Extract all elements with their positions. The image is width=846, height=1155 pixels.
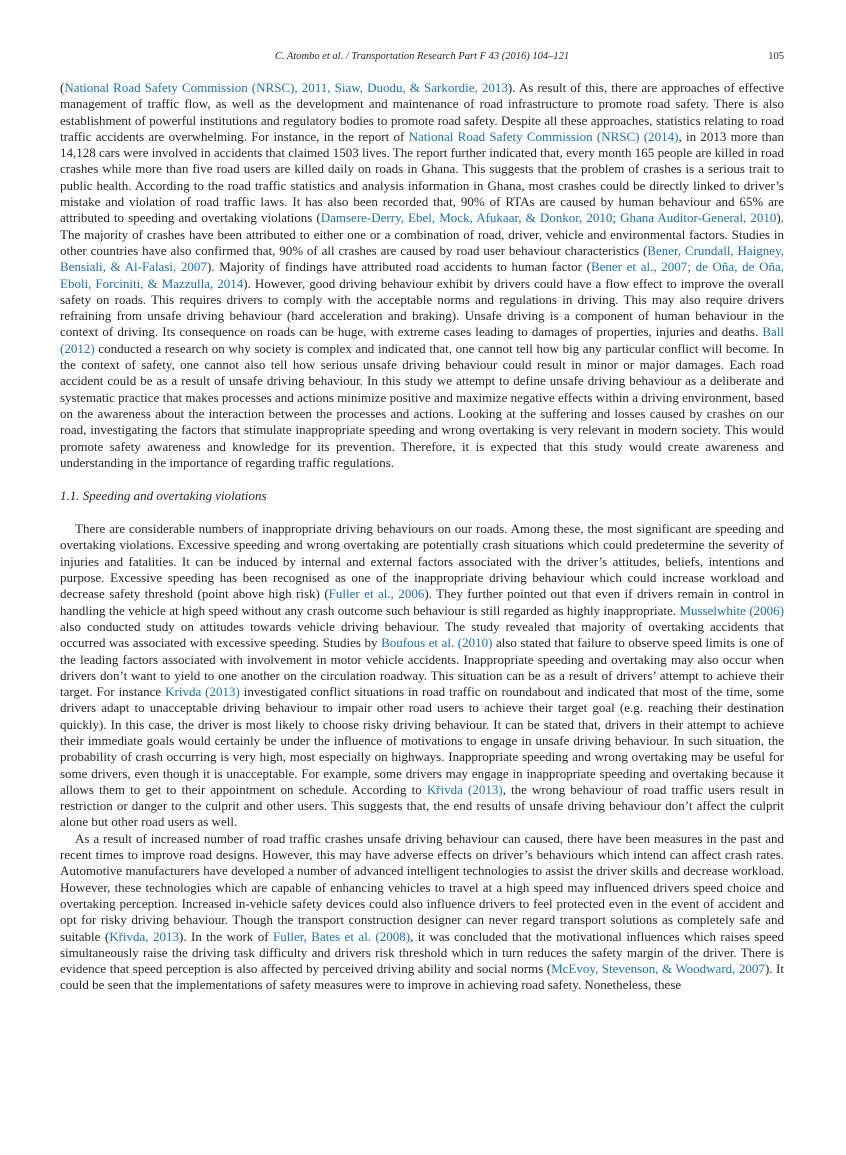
citation-link[interactable]: Krivda (2013) [165,684,240,700]
paragraph-text: ). The majority of crashes have been attributed to either one or a combination of road, driver, vehicle and environmental factors. Studies in other countries have also confirmed that, 90% of all crashes are caused by road user behaviour characteristics ( [60,210,785,258]
citation-link[interactable]: Fuller, Bates et al. (2008) [273,928,411,944]
page-number: 105 [768,51,784,62]
citation-link[interactable]: Křivda (2013) [426,781,503,797]
article-body [60,80,784,994]
citation-link[interactable]: Ball (2012) [60,324,784,356]
citation-link[interactable]: Damsere-Derry, Ebel, Mock, Afukaar, & Donkor, 2010; Ghana Auditor-General, 2010 [320,210,777,226]
citation-link[interactable]: Bener, Crundall, Haigney, Bensiali, & Al-Falasi, 2007 [60,242,784,275]
citation-link[interactable]: McEvoy, Stevenson, & Woodward, 2007 [551,961,765,977]
citation-link[interactable]: National Road Safety Commission (NRSC) (2014) [408,128,679,144]
citation-link[interactable]: Bener et al., 2007; de Oña, de Oña, Eboli, Forciniti, & Mazzulla, 2014 [60,259,784,291]
section-heading [60,488,784,504]
paragraph-text: also stated that failure to observe speed limits is one of the leading factors associated with involvement in motor vehicle accidents. Inappropriate speeding and overtaking may also occur when drivers don’t want to yield to one another on the circulation roadway. This situation can be as a result of drivers’ attempt to achieve their target. For instance [60,635,784,700]
body-paragraph [60,521,784,831]
paragraph-text: , it was concluded that the motivational influences which raises speed simultaneously raise the driving task difficulty and drivers risk threshold which in turn reduces the safety margin of the driver. There is evidence that speed perception is also affected by perceived driving ability and social norms ( [60,928,785,977]
paragraph-text: ). However, good driving behaviour exhibit by drivers could have a flow effect to improve the overall safety on roads. This requires drivers to comply with the acceptable norms and regulations in driving. This may also require drivers refraining from unsafe driving behaviour (hard acceleration and braking). Unsafe driving is a component of human behaviour in the context of driving. Its consequence on roads can be huge, with extreme cases leading to damages of properties, injuries and deaths. [60,275,785,340]
citation-link[interactable]: Musselwhite (2006) [679,602,784,618]
paragraph-text: ). It could be seen that the implementations of safety measures were to improve in achieving road safety. Nonetheless, these [60,961,784,993]
citation-link[interactable]: Boufous et al. (2010) [381,635,493,651]
section-title: Speeding and overtaking violations [82,488,267,504]
journal-citation: C. Atombo et al. / Transportation Research Part F 43 (2016) 104–121 [274,51,570,62]
paragraph-text: , the wrong behaviour of road traffic users result in restriction or danger to the culprit and other users. This suggests that, the end results of unsafe driving behaviour don’t affect the culprit alone but other road users as well. [60,781,784,830]
running-head [60,48,784,66]
paragraph-text: ). In the work of [179,928,274,944]
citation-link[interactable]: Křivda, 2013 [109,928,179,944]
body-paragraph [60,80,784,471]
paragraph-text: conducted a research on why society is complex and indicated that, one cannot tell how big any particular conflict will become. In the context of safety, one cannot also tell how serious unsafe driving behaviour could result in minor or major damages. Each road accident could be as a result of unsafe driving behaviour. In this study we attempt to define unsafe driving behaviour as a deliberate and systematic practice that makes processes and actions minimize positive and maximize negative effects within a driving environment, based on the awareness about the interaction between the processes and actions. Looking at the suffering and losses caused by crashes on our road, investigating the factors that stimulate inappropriate speeding and wrong overtaking is very relevant in modern society. This would promote safety awareness and knowledge for its prevention. Therefore, it is expected that this study would create awareness and understanding in the importance of regarding traffic regulations. [60,340,784,470]
body-paragraph [60,831,784,994]
paragraph-text: , in 2013 more than 14,128 cars were involved in accidents that claimed 1503 lives. The report further indicated that, every month 165 people are killed in road crashes while more than five road users are killed daily on roads in Ghana. This suggests that the problem of crashes is a serious trait to public health. According to the road traffic statistics and analysis information in Ghana, most crashes could be directly linked to driver’s mistake and violation of road traffic laws. It has also been recorded that, 90% of RTAs are caused by human behaviour and 65% are attributed to speeding and overtaking violations ( [60,128,784,226]
paragraph-text: ( [60,80,65,95]
paragraph-text: ). Majority of findings have attributed road accidents to human factor ( [206,259,591,275]
paragraph-text: also conducted study on attitudes towards vehicle driving behaviour. The study revealed that majority of overtaking accidents that occurred was associated with excessive speeding. Studies by [60,618,784,651]
paragraph-text: ). They further pointed out that even if drivers remain in control in handling the vehicle at high speed without any crash outcome such behaviour is still regarded as highly inappropriate. [60,586,784,618]
paragraph-text: There are considerable numbers of inappropriate driving behaviours on our roads. Among these, the most significant are speeding and overtaking violations. Excessive speeding and wrong overtaking are potentially crash situations which could predetermine the severity of injuries and fatalities. It can be induced by internal and external factors associated with the driver’s attitudes, beliefs, intentions and purpose. Excessive speeding has been recognised as one of the inappropriate driving behaviour which could increase workload and decrease safety threshold (point above high risk) ( [60,521,784,602]
citation-link[interactable]: National Road Safety Commission (NRSC), 2011, Siaw, Duodu, & Sarkordie, 2013 [64,80,508,95]
paragraph-text: As a result of increased number of road traffic crashes unsafe driving behaviour can caused, there have been measures in the past and recent times to improve road designs. However, this may have adverse effects on driver’s behaviours which intend can affect crash rates. Automotive manufacturers have developed a number of advanced intelligent technologies to assist the driver skills and decrease workload. However, these technologies which are capable of enhancing vehicles to travel at a high speed may influenced drivers speed choice and overtaking perception. Increased in-vehicle safety devices could also influence drivers to feel protected even in the event of accident and opt for risky driving behaviour. Though the transport construction designer can never regard transport solutions as completely safe and suitable ( [60,830,784,944]
article-page [60,48,784,994]
section-number: 1.1. [60,488,80,504]
citation-link[interactable]: Fuller et al., 2006 [328,586,425,602]
paragraph-text: investigated conflict situations in road traffic on roundabout and indicated that most of the time, some drivers adapt to unacceptable driving behaviour to impair other road users to achieve their target goal (e.g. reaching their destination quickly). In this case, the driver is most likely to choose risky driving behaviour. It can be stated that, drivers in their attempt to achieve their immediate goals would certainly be under the influence of motivations to engage in unsafe driving behaviour. In such situation, the probability of crash occurring is very high, most especially on highways. Inappropriate speeding and wrong overtaking may be useful for some drivers, even though it is unacceptable. For example, some drivers may engage in inappropriate speeding and overtaking because it allows them to get to their appointment on schedule. According to [60,684,784,797]
paragraph-text: ). As result of this, there are approaches of effective management of traffic flow, as well as the development and maintenance of road infrastructure to promote road safety. There is also establishment of powerful institutions and regulatory bodies to promote road safety. Despite all these approaches, statistics relating to road traffic accidents are overwhelming. For instance, in the report of [60,80,784,144]
